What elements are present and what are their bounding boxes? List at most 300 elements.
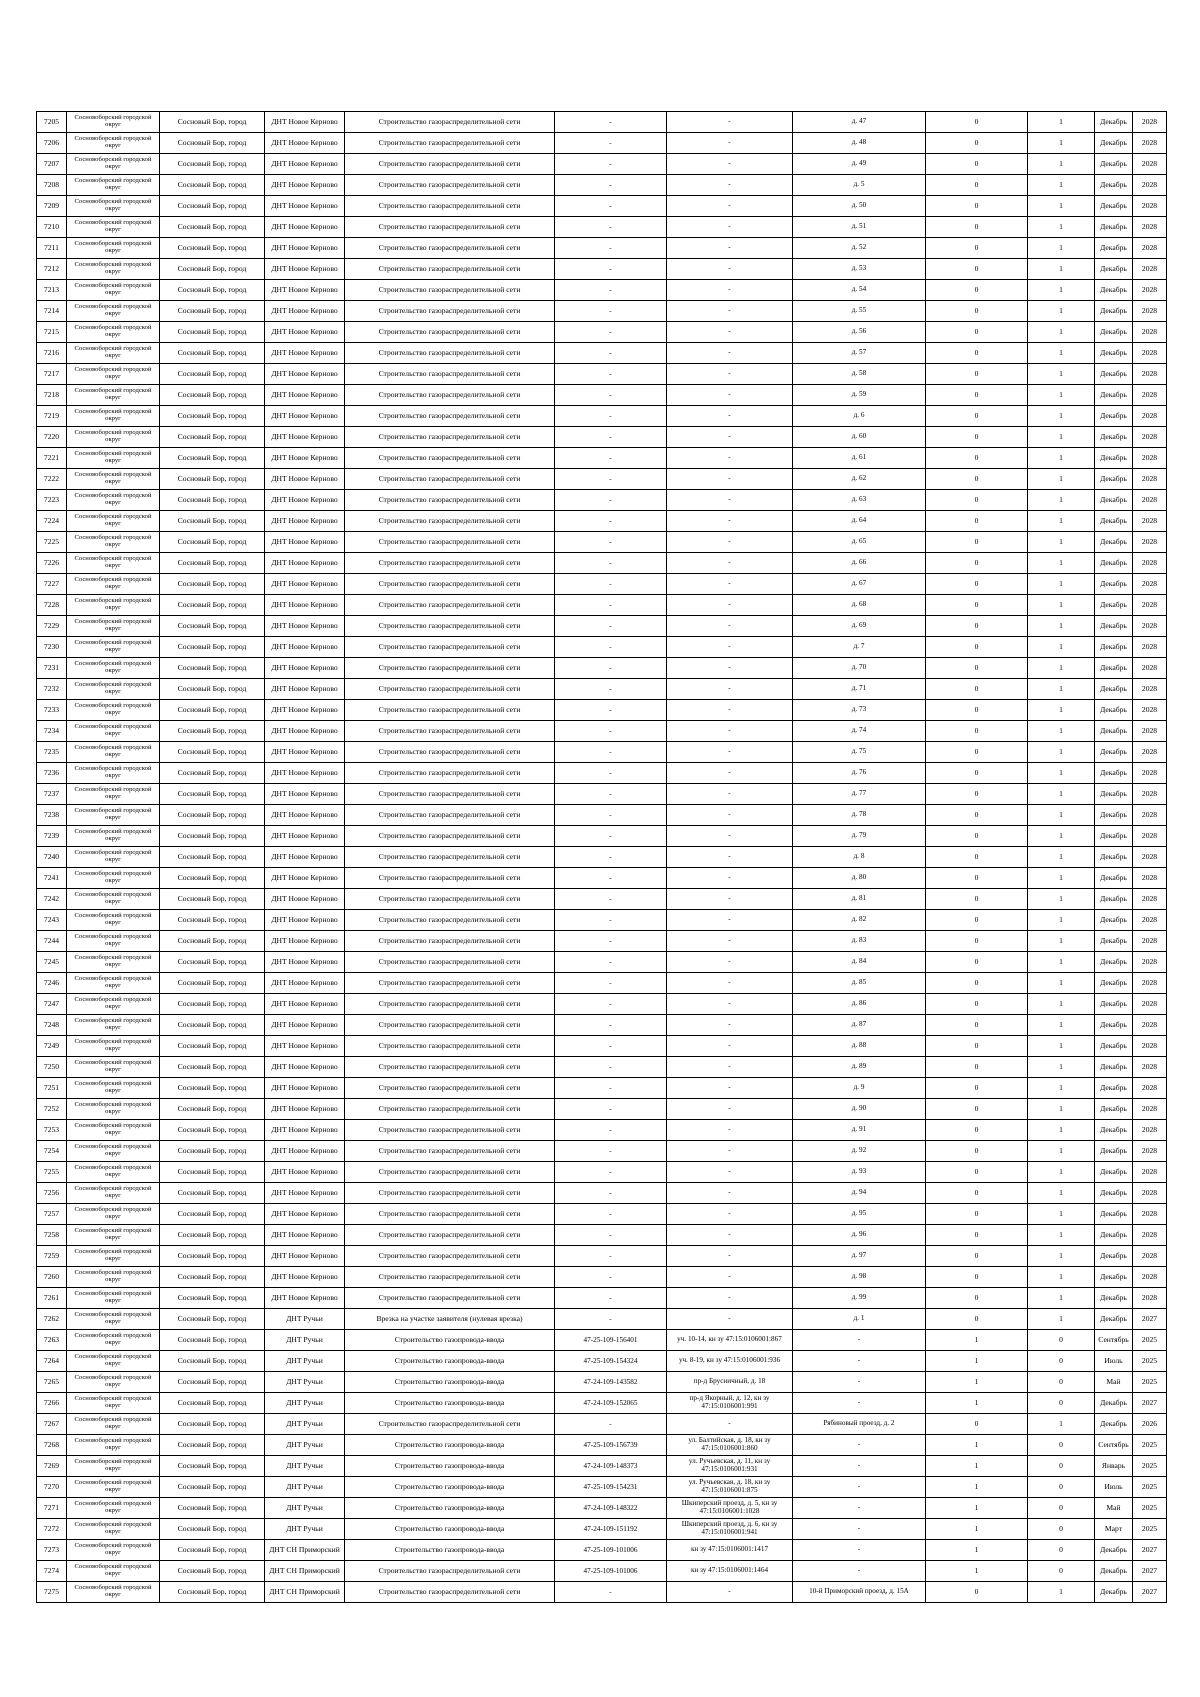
district-cell: Сосновоборский городской округ <box>67 1099 160 1120</box>
work-type-cell: Строительство газораспределительной сети <box>345 1414 555 1435</box>
house-cell: д. 98 <box>793 1267 926 1288</box>
row-number: 7232 <box>37 679 67 700</box>
application-number-cell: 47-24-109-143582 <box>555 1372 667 1393</box>
table-row <box>37 1519 1167 1540</box>
year-cell: 2028 <box>1133 847 1167 868</box>
row-number: 7229 <box>37 616 67 637</box>
table-row <box>37 1540 1167 1561</box>
plot-address-cell: - <box>667 196 793 217</box>
quantity-network-cell: 0 <box>1028 1519 1095 1540</box>
work-type-cell: Строительство газораспределительной сети <box>345 1015 555 1036</box>
locality-cell: Сосновый Бор, город <box>160 1456 265 1477</box>
work-type-cell: Строительство газораспределительной сети <box>345 175 555 196</box>
row-number: 7239 <box>37 826 67 847</box>
settlement-cell: ДНТ Новое Керново <box>265 469 345 490</box>
house-cell: д. 67 <box>793 574 926 595</box>
work-type-cell: Строительство газопровода-ввода <box>345 1330 555 1351</box>
district-cell: Сосновоборский городской округ <box>67 1393 160 1414</box>
house-cell: д. 9 <box>793 1078 926 1099</box>
house-cell: д. 82 <box>793 910 926 931</box>
quantity-input-cell: 0 <box>926 1036 1028 1057</box>
row-number: 7266 <box>37 1393 67 1414</box>
district-cell: Сосновоборский городской округ <box>67 700 160 721</box>
locality-cell: Сосновый Бор, город <box>160 343 265 364</box>
year-cell: 2028 <box>1133 469 1167 490</box>
row-number: 7211 <box>37 238 67 259</box>
application-number-cell: - <box>555 1162 667 1183</box>
quantity-network-cell: 1 <box>1028 1204 1095 1225</box>
plot-address-cell: - <box>667 784 793 805</box>
quantity-network-cell: 1 <box>1028 133 1095 154</box>
quantity-network-cell: 0 <box>1028 1351 1095 1372</box>
quantity-network-cell: 1 <box>1028 196 1095 217</box>
work-type-cell: Строительство газораспределительной сети <box>345 1246 555 1267</box>
house-cell: д. 58 <box>793 364 926 385</box>
house-cell: - <box>793 1540 926 1561</box>
quantity-network-cell: 1 <box>1028 763 1095 784</box>
house-cell: д. 6 <box>793 406 926 427</box>
work-type-cell: Строительство газораспределительной сети <box>345 1099 555 1120</box>
quantity-network-cell: 1 <box>1028 175 1095 196</box>
quantity-input-cell: 0 <box>926 1225 1028 1246</box>
district-cell: Сосновоборский городской округ <box>67 1498 160 1519</box>
work-type-cell: Строительство газораспределительной сети <box>345 217 555 238</box>
year-cell: 2028 <box>1133 595 1167 616</box>
plot-address-cell: Шкиперский проезд, д. 5, кн зу 47:15:0106001:1028 <box>667 1498 793 1519</box>
work-type-cell: Строительство газопровода-ввода <box>345 1498 555 1519</box>
locality-cell: Сосновый Бор, город <box>160 133 265 154</box>
quantity-network-cell: 0 <box>1028 1477 1095 1498</box>
quantity-network-cell: 1 <box>1028 889 1095 910</box>
settlement-cell: ДНТ Новое Керново <box>265 868 345 889</box>
year-cell: 2028 <box>1133 1078 1167 1099</box>
plot-address-cell: - <box>667 280 793 301</box>
month-cell: Июль <box>1095 1477 1133 1498</box>
table-row <box>37 1435 1167 1456</box>
table-row <box>37 952 1167 973</box>
settlement-cell: ДНТ Новое Керново <box>265 448 345 469</box>
settlement-cell: ДНТ Ручьи <box>265 1435 345 1456</box>
row-number: 7267 <box>37 1414 67 1435</box>
work-type-cell: Строительство газораспределительной сети <box>345 364 555 385</box>
quantity-network-cell: 1 <box>1028 427 1095 448</box>
plot-address-cell: пр-д Якорный, д. 12, кн зу 47:15:0106001:991 <box>667 1393 793 1414</box>
month-cell: Декабрь <box>1095 259 1133 280</box>
year-cell: 2028 <box>1133 238 1167 259</box>
application-number-cell: - <box>555 343 667 364</box>
house-cell: д. 49 <box>793 154 926 175</box>
application-number-cell: 47-25-109-154231 <box>555 1477 667 1498</box>
work-type-cell: Строительство газораспределительной сети <box>345 1561 555 1582</box>
house-cell: д. 95 <box>793 1204 926 1225</box>
row-number: 7248 <box>37 1015 67 1036</box>
quantity-network-cell: 1 <box>1028 742 1095 763</box>
row-number: 7247 <box>37 994 67 1015</box>
plot-address-cell: - <box>667 994 793 1015</box>
quantity-input-cell: 0 <box>926 1246 1028 1267</box>
locality-cell: Сосновый Бор, город <box>160 931 265 952</box>
quantity-input-cell: 1 <box>926 1372 1028 1393</box>
quantity-input-cell: 1 <box>926 1477 1028 1498</box>
house-cell: д. 87 <box>793 1015 926 1036</box>
locality-cell: Сосновый Бор, город <box>160 1057 265 1078</box>
district-cell: Сосновоборский городской округ <box>67 1078 160 1099</box>
table-row <box>37 301 1167 322</box>
district-cell: Сосновоборский городской округ <box>67 574 160 595</box>
table-row <box>37 826 1167 847</box>
row-number: 7217 <box>37 364 67 385</box>
plot-address-cell: кн зу 47:15:0106001:1417 <box>667 1540 793 1561</box>
locality-cell: Сосновый Бор, город <box>160 448 265 469</box>
work-type-cell: Строительство газораспределительной сети <box>345 679 555 700</box>
quantity-input-cell: 0 <box>926 511 1028 532</box>
month-cell: Декабрь <box>1095 196 1133 217</box>
quantity-input-cell: 1 <box>926 1456 1028 1477</box>
house-cell: д. 80 <box>793 868 926 889</box>
settlement-cell: ДНТ Новое Керново <box>265 700 345 721</box>
year-cell: 2028 <box>1133 364 1167 385</box>
month-cell: Декабрь <box>1095 595 1133 616</box>
application-number-cell: - <box>555 1204 667 1225</box>
house-cell: д. 62 <box>793 469 926 490</box>
application-number-cell: - <box>555 763 667 784</box>
month-cell: Декабрь <box>1095 742 1133 763</box>
work-type-cell: Строительство газораспределительной сети <box>345 259 555 280</box>
application-number-cell: - <box>555 1120 667 1141</box>
work-type-cell: Строительство газораспределительной сети <box>345 973 555 994</box>
year-cell: 2026 <box>1133 1414 1167 1435</box>
plot-address-cell: уч. 8-19, кн зу 47:15:0106001:936 <box>667 1351 793 1372</box>
district-cell: Сосновоборский городской округ <box>67 994 160 1015</box>
table-row <box>37 931 1167 952</box>
settlement-cell: ДНТ Новое Керново <box>265 1246 345 1267</box>
month-cell: Декабрь <box>1095 1057 1133 1078</box>
quantity-network-cell: 0 <box>1028 1393 1095 1414</box>
application-number-cell: 47-24-109-148373 <box>555 1456 667 1477</box>
work-type-cell: Строительство газораспределительной сети <box>345 1225 555 1246</box>
locality-cell: Сосновый Бор, город <box>160 1477 265 1498</box>
locality-cell: Сосновый Бор, город <box>160 1414 265 1435</box>
table-row <box>37 1582 1167 1603</box>
year-cell: 2028 <box>1133 427 1167 448</box>
row-number: 7241 <box>37 868 67 889</box>
application-number-cell: - <box>555 238 667 259</box>
row-number: 7242 <box>37 889 67 910</box>
locality-cell: Сосновый Бор, город <box>160 1519 265 1540</box>
settlement-cell: ДНТ Новое Керново <box>265 217 345 238</box>
table-row <box>37 1204 1167 1225</box>
year-cell: 2028 <box>1133 112 1167 133</box>
work-type-cell: Строительство газораспределительной сети <box>345 1183 555 1204</box>
table-row <box>37 1057 1167 1078</box>
quantity-input-cell: 1 <box>926 1351 1028 1372</box>
work-type-cell: Строительство газораспределительной сети <box>345 826 555 847</box>
plot-address-cell: - <box>667 910 793 931</box>
district-cell: Сосновоборский городской округ <box>67 1309 160 1330</box>
settlement-cell: ДНТ Ручьи <box>265 1330 345 1351</box>
quantity-network-cell: 1 <box>1028 1120 1095 1141</box>
settlement-cell: ДНТ Новое Керново <box>265 658 345 679</box>
month-cell: Сентябрь <box>1095 1435 1133 1456</box>
year-cell: 2028 <box>1133 910 1167 931</box>
table-row <box>37 322 1167 343</box>
settlement-cell: ДНТ Новое Керново <box>265 1015 345 1036</box>
plot-address-cell: - <box>667 553 793 574</box>
row-number: 7261 <box>37 1288 67 1309</box>
district-cell: Сосновоборский городской округ <box>67 1519 160 1540</box>
row-number: 7236 <box>37 763 67 784</box>
application-number-cell: - <box>555 595 667 616</box>
application-number-cell: 47-24-109-152065 <box>555 1393 667 1414</box>
month-cell: Март <box>1095 1519 1133 1540</box>
application-number-cell: - <box>555 427 667 448</box>
application-number-cell: - <box>555 154 667 175</box>
work-type-cell: Строительство газораспределительной сети <box>345 868 555 889</box>
table-row <box>37 574 1167 595</box>
month-cell: Декабрь <box>1095 574 1133 595</box>
plot-address-cell: - <box>667 343 793 364</box>
table-row <box>37 1141 1167 1162</box>
application-number-cell: - <box>555 1288 667 1309</box>
plot-address-cell: - <box>667 868 793 889</box>
row-number: 7228 <box>37 595 67 616</box>
year-cell: 2028 <box>1133 1141 1167 1162</box>
month-cell: Декабрь <box>1095 1015 1133 1036</box>
row-number: 7253 <box>37 1120 67 1141</box>
quantity-input-cell: 0 <box>926 1015 1028 1036</box>
month-cell: Декабрь <box>1095 154 1133 175</box>
application-number-cell: - <box>555 217 667 238</box>
table-row <box>37 553 1167 574</box>
quantity-network-cell: 1 <box>1028 1414 1095 1435</box>
quantity-input-cell: 0 <box>926 595 1028 616</box>
settlement-cell: ДНТ Новое Керново <box>265 1225 345 1246</box>
year-cell: 2028 <box>1133 301 1167 322</box>
quantity-input-cell: 1 <box>926 1519 1028 1540</box>
quantity-input-cell: 0 <box>926 931 1028 952</box>
locality-cell: Сосновый Бор, город <box>160 637 265 658</box>
year-cell: 2028 <box>1133 322 1167 343</box>
month-cell: Декабрь <box>1095 469 1133 490</box>
row-number: 7259 <box>37 1246 67 1267</box>
work-type-cell: Строительство газораспределительной сети <box>345 658 555 679</box>
house-cell: д. 69 <box>793 616 926 637</box>
quantity-input-cell: 0 <box>926 490 1028 511</box>
month-cell: Декабрь <box>1095 343 1133 364</box>
house-cell: д. 51 <box>793 217 926 238</box>
settlement-cell: ДНТ Новое Керново <box>265 931 345 952</box>
year-cell: 2028 <box>1133 1120 1167 1141</box>
quantity-network-cell: 1 <box>1028 826 1095 847</box>
work-type-cell: Строительство газораспределительной сети <box>345 616 555 637</box>
locality-cell: Сосновый Бор, город <box>160 889 265 910</box>
row-number: 7214 <box>37 301 67 322</box>
district-cell: Сосновоборский городской округ <box>67 1183 160 1204</box>
quantity-network-cell: 1 <box>1028 322 1095 343</box>
settlement-cell: ДНТ Ручьи <box>265 1456 345 1477</box>
district-cell: Сосновоборский городской округ <box>67 385 160 406</box>
row-number: 7240 <box>37 847 67 868</box>
year-cell: 2028 <box>1133 217 1167 238</box>
work-type-cell: Строительство газораспределительной сети <box>345 784 555 805</box>
application-number-cell: - <box>555 112 667 133</box>
house-cell: д. 56 <box>793 322 926 343</box>
table-row <box>37 133 1167 154</box>
plot-address-cell: пр-д Брусничный, д. 18 <box>667 1372 793 1393</box>
district-cell: Сосновоборский городской округ <box>67 1351 160 1372</box>
quantity-input-cell: 0 <box>926 1057 1028 1078</box>
month-cell: Декабрь <box>1095 868 1133 889</box>
row-number: 7220 <box>37 427 67 448</box>
table-row <box>37 511 1167 532</box>
table-row <box>37 1036 1167 1057</box>
month-cell: Декабрь <box>1095 973 1133 994</box>
table-row <box>37 1393 1167 1414</box>
plot-address-cell: ул. Балтийская, д. 18, кн зу 47:15:0106001:860 <box>667 1435 793 1456</box>
district-cell: Сосновоборский городской округ <box>67 658 160 679</box>
settlement-cell: ДНТ Ручьи <box>265 1372 345 1393</box>
table-row <box>37 1078 1167 1099</box>
quantity-input-cell: 0 <box>926 973 1028 994</box>
table-row <box>37 1183 1167 1204</box>
year-cell: 2025 <box>1133 1456 1167 1477</box>
quantity-network-cell: 1 <box>1028 679 1095 700</box>
row-number: 7230 <box>37 637 67 658</box>
settlement-cell: ДНТ Новое Керново <box>265 196 345 217</box>
month-cell: Май <box>1095 1498 1133 1519</box>
application-number-cell: - <box>555 784 667 805</box>
year-cell: 2028 <box>1133 133 1167 154</box>
quantity-input-cell: 0 <box>926 343 1028 364</box>
quantity-input-cell: 1 <box>926 1393 1028 1414</box>
year-cell: 2028 <box>1133 931 1167 952</box>
row-number: 7260 <box>37 1267 67 1288</box>
locality-cell: Сосновый Бор, город <box>160 259 265 280</box>
settlement-cell: ДНТ Новое Керново <box>265 805 345 826</box>
row-number: 7224 <box>37 511 67 532</box>
month-cell: Декабрь <box>1095 658 1133 679</box>
house-cell: д. 91 <box>793 1120 926 1141</box>
plot-address-cell: - <box>667 1162 793 1183</box>
month-cell: Декабрь <box>1095 1036 1133 1057</box>
settlement-cell: ДНТ Новое Керново <box>265 154 345 175</box>
table-row <box>37 700 1167 721</box>
table-row <box>37 1225 1167 1246</box>
month-cell: Декабрь <box>1095 616 1133 637</box>
work-type-cell: Строительство газораспределительной сети <box>345 1582 555 1603</box>
table-row <box>37 658 1167 679</box>
application-number-cell: - <box>555 889 667 910</box>
application-number-cell: - <box>555 385 667 406</box>
work-type-cell: Строительство газопровода-ввода <box>345 1519 555 1540</box>
house-cell: д. 85 <box>793 973 926 994</box>
month-cell: Декабрь <box>1095 1540 1133 1561</box>
plot-address-cell: - <box>667 637 793 658</box>
quantity-network-cell: 1 <box>1028 1162 1095 1183</box>
table-row <box>37 721 1167 742</box>
year-cell: 2028 <box>1133 1183 1167 1204</box>
plot-address-cell: - <box>667 616 793 637</box>
plot-address-cell: - <box>667 973 793 994</box>
table-row <box>37 847 1167 868</box>
settlement-cell: ДНТ Новое Керново <box>265 595 345 616</box>
district-cell: Сосновоборский городской округ <box>67 1036 160 1057</box>
work-type-cell: Строительство газораспределительной сети <box>345 637 555 658</box>
row-number: 7205 <box>37 112 67 133</box>
application-number-cell: - <box>555 448 667 469</box>
application-number-cell: - <box>555 364 667 385</box>
row-number: 7219 <box>37 406 67 427</box>
month-cell: Декабрь <box>1095 1393 1133 1414</box>
plot-address-cell: - <box>667 931 793 952</box>
work-type-cell: Строительство газораспределительной сети <box>345 301 555 322</box>
year-cell: 2028 <box>1133 700 1167 721</box>
plot-address-cell: - <box>667 238 793 259</box>
work-type-cell: Строительство газораспределительной сети <box>345 595 555 616</box>
district-cell: Сосновоборский городской округ <box>67 1435 160 1456</box>
settlement-cell: ДНТ Новое Керново <box>265 343 345 364</box>
plot-address-cell: - <box>667 511 793 532</box>
year-cell: 2028 <box>1133 994 1167 1015</box>
application-number-cell: - <box>555 574 667 595</box>
month-cell: Декабрь <box>1095 532 1133 553</box>
locality-cell: Сосновый Бор, город <box>160 301 265 322</box>
locality-cell: Сосновый Бор, город <box>160 805 265 826</box>
application-number-cell: - <box>555 1309 667 1330</box>
month-cell: Декабрь <box>1095 511 1133 532</box>
plot-address-cell: - <box>667 112 793 133</box>
district-cell: Сосновоборский городской округ <box>67 1414 160 1435</box>
month-cell: Декабрь <box>1095 700 1133 721</box>
locality-cell: Сосновый Бор, город <box>160 217 265 238</box>
settlement-cell: ДНТ Новое Керново <box>265 553 345 574</box>
year-cell: 2027 <box>1133 1393 1167 1414</box>
year-cell: 2028 <box>1133 763 1167 784</box>
quantity-input-cell: 0 <box>926 952 1028 973</box>
month-cell: Декабрь <box>1095 1162 1133 1183</box>
work-type-cell: Строительство газораспределительной сети <box>345 406 555 427</box>
district-cell: Сосновоборский городской округ <box>67 784 160 805</box>
quantity-network-cell: 1 <box>1028 721 1095 742</box>
plot-address-cell: - <box>667 133 793 154</box>
row-number: 7246 <box>37 973 67 994</box>
work-type-cell: Строительство газораспределительной сети <box>345 952 555 973</box>
table-row <box>37 784 1167 805</box>
month-cell: Декабрь <box>1095 238 1133 259</box>
settlement-cell: ДНТ Новое Керново <box>265 973 345 994</box>
settlement-cell: ДНТ Новое Керново <box>265 238 345 259</box>
district-cell: Сосновоборский городской округ <box>67 553 160 574</box>
house-cell: д. 75 <box>793 742 926 763</box>
work-type-cell: Строительство газораспределительной сети <box>345 343 555 364</box>
table-row <box>37 973 1167 994</box>
work-type-cell: Строительство газораспределительной сети <box>345 1267 555 1288</box>
district-cell: Сосновоборский городской округ <box>67 1246 160 1267</box>
work-type-cell: Строительство газопровода-ввода <box>345 1456 555 1477</box>
plot-address-cell: ул. Ручьевская, д. 18, кн зу 47:15:0106001:875 <box>667 1477 793 1498</box>
month-cell: Декабрь <box>1095 448 1133 469</box>
work-type-cell: Строительство газопровода-ввода <box>345 1351 555 1372</box>
settlement-cell: ДНТ Новое Керново <box>265 1120 345 1141</box>
quantity-input-cell: 0 <box>926 217 1028 238</box>
month-cell: Май <box>1095 1372 1133 1393</box>
locality-cell: Сосновый Бор, город <box>160 112 265 133</box>
month-cell: Декабрь <box>1095 175 1133 196</box>
settlement-cell: ДНТ Новое Керново <box>265 322 345 343</box>
district-cell: Сосновоборский городской округ <box>67 196 160 217</box>
application-number-cell: - <box>555 616 667 637</box>
district-cell: Сосновоборский городской округ <box>67 1141 160 1162</box>
